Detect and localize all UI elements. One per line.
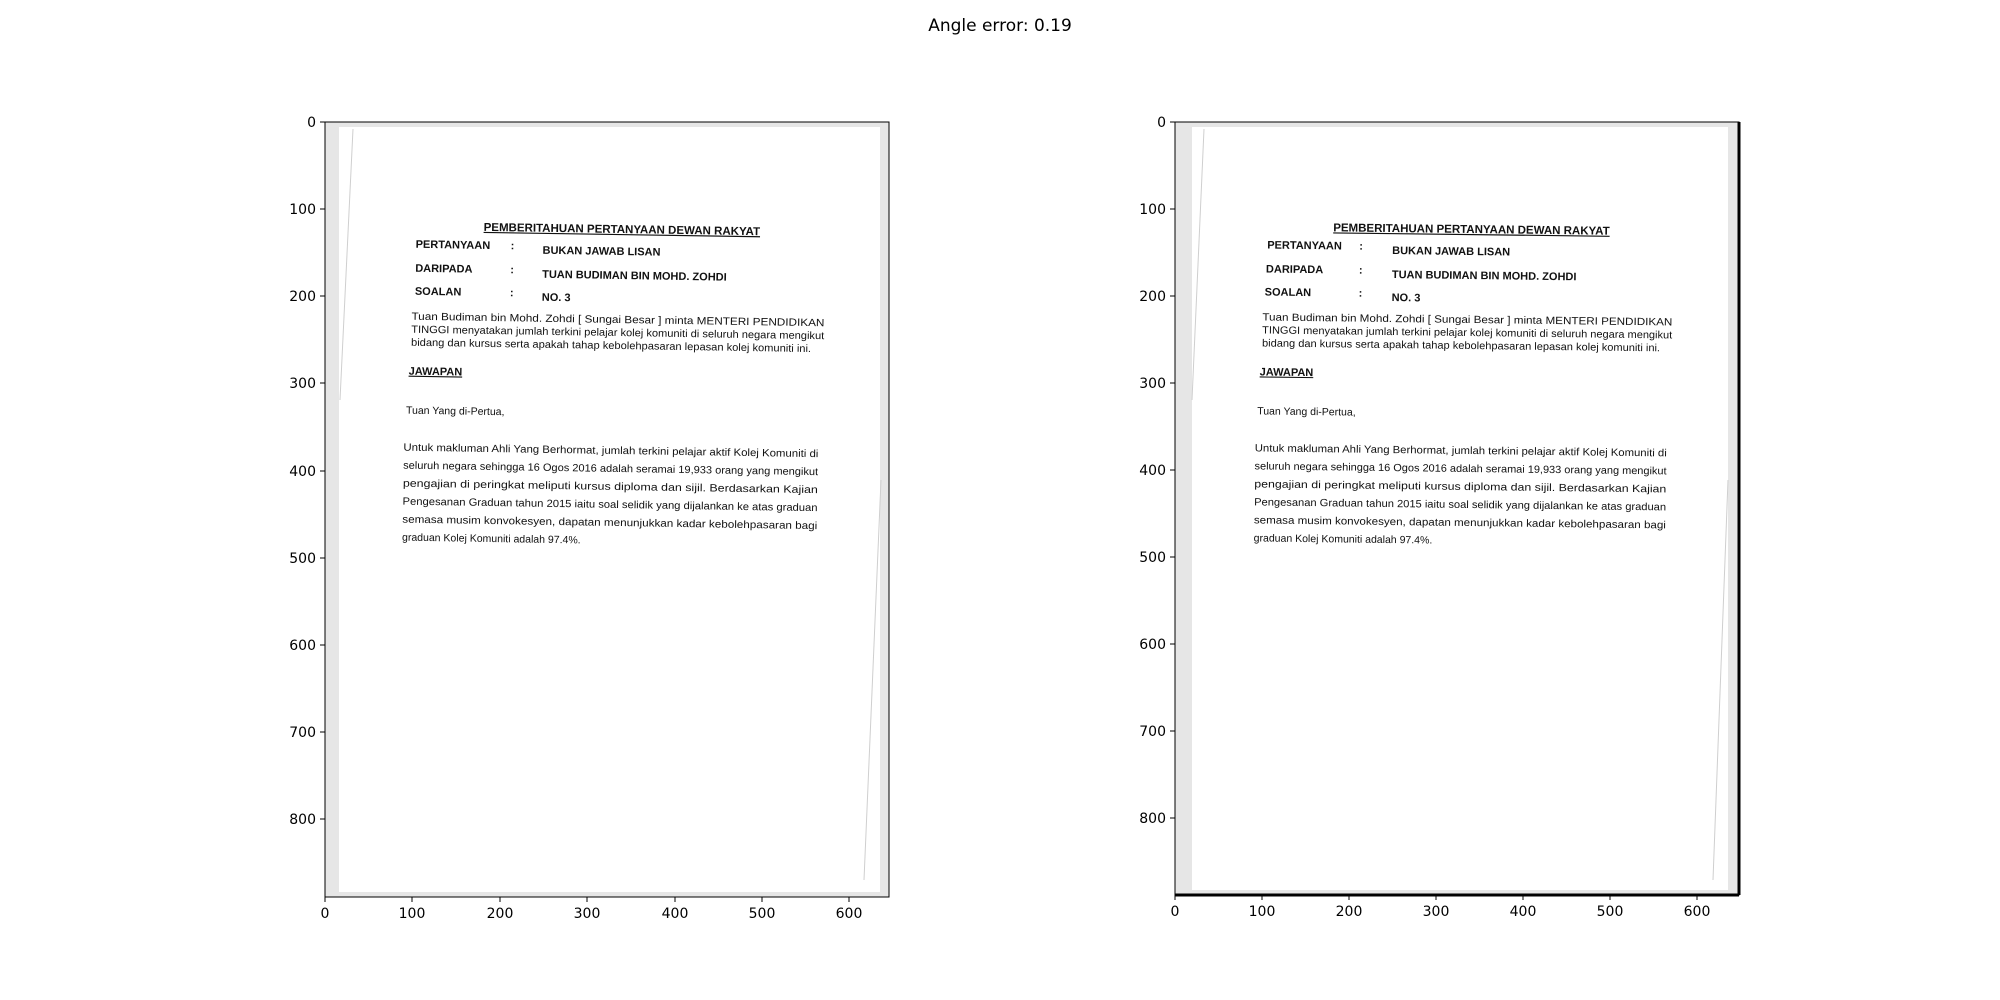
y-tick-label: 600 [1139,637,1166,653]
y-tick-label: 400 [289,464,316,480]
y-tick-label: 600 [289,638,316,654]
answer-line: Pengesanan Graduan tahun 2015 iaitu soal selidik yang dijalankan ke atas graduan [1254,496,1643,514]
salutation: Tuan Yang di-Pertua, [405,404,505,419]
field-label: SOALAN [414,285,462,299]
x-tick-label: 400 [661,906,689,922]
x-tick-label: 500 [1596,904,1624,920]
x-tick-label: 0 [320,906,330,922]
y-tick-label: 800 [289,812,316,828]
figure-title: Angle error: 0.19 [928,16,1072,36]
y-axis-ticks [1139,115,1175,827]
field-separator: : [509,287,514,300]
answer-heading: JAWAPAN [408,365,463,379]
x-tick-label: 200 [1335,904,1363,920]
y-tick-label: 400 [1139,463,1166,479]
panel-right [1139,115,1739,920]
y-tick-label: 500 [1139,550,1166,566]
x-tick-label: 400 [1509,904,1537,920]
x-tick-label: 600 [1683,904,1711,920]
question-line: TINGGI menyatakan jumlah terkini pelajar kolej komuniti di seluruh negara mengikut [1262,324,1654,342]
answer-line: graduan Kolej Komuniti adalah 97.4%. [1253,532,1433,547]
x-tick-label: 300 [1422,904,1450,920]
y-tick-label: 100 [1139,202,1166,218]
question-line: Tuan Budiman bin Mohd. Zohdi [ Sungai Besar ] minta MENTERI PENDIDIKAN [1262,311,1633,328]
question-line: bidang dan kursus serta apakah tahap kebolehpasaran lepasan kolej komuniti ini. [410,336,790,355]
y-tick-label: 700 [1139,724,1166,740]
y-tick-label: 800 [1139,811,1166,827]
answer-line: seluruh negara sehingga 16 Ogos 2016 adalah seramai 19,933 orang yang mengikut [1254,460,1650,478]
panel-left [289,115,889,922]
answer-line: Untuk makluman Ahli Yang Berhormat, jumlah terkini pelajar aktif Kolej Komuniti di [1254,442,1638,460]
y-axis-ticks [289,115,325,828]
answer-line: seluruh negara sehingga 16 Ogos 2016 adalah seramai 19,933 orang yang mengikut [403,459,799,478]
x-axis-ticks [321,897,863,922]
answer-line: semasa musim konvokesyen, dapatan menunjukkan kadar kebolehpasaran bagi [1253,514,1628,531]
y-tick-label: 300 [289,376,316,392]
answer-heading: JAWAPAN [1259,366,1314,380]
doc-heading: PEMBERITAHUAN PERTANYAAN DEWAN RAKYAT [1333,222,1610,238]
answer-line: semasa musim konvokesyen, dapatan menunjukkan kadar kebolehpasaran bagi [402,513,776,532]
y-tick-label: 700 [289,725,316,741]
field-separator: : [1358,287,1363,300]
field-separator: : [1358,264,1363,277]
field-label: DARIPADA [1265,263,1324,277]
x-tick-label: 100 [398,906,426,922]
answer-line: Pengesanan Graduan tahun 2015 iaitu soal selidik yang dijalankan ke atas graduan [402,495,792,514]
field-value: BUKAN JAWAB LISAN [1392,245,1511,259]
field-separator: : [510,264,515,277]
x-tick-label: 100 [1248,904,1276,920]
x-tick-label: 200 [486,906,514,922]
y-tick-label: 200 [1139,289,1166,305]
field-label: SOALAN [1264,286,1312,300]
question-line: TINGGI menyatakan jumlah terkini pelajar kolej komuniti di seluruh negara mengikut [411,323,803,342]
x-axis-ticks [1171,895,1711,920]
y-tick-label: 100 [289,202,316,218]
question-line: Tuan Budiman bin Mohd. Zohdi [ Sungai Besar ] minta MENTERI PENDIDIKAN [411,310,782,329]
answer-line: Untuk makluman Ahli Yang Berhormat, jumlah terkini pelajar aktif Kolej Komuniti di [403,441,786,460]
x-tick-label: 300 [573,906,601,922]
y-tick-label: 0 [307,115,316,131]
field-value: NO. 3 [541,291,571,305]
field-separator: : [510,240,515,253]
x-tick-label: 600 [835,906,863,922]
answer-line: graduan Kolej Komuniti adalah 97.4%. [401,531,581,547]
field-label: DARIPADA [415,262,473,276]
x-tick-label: 500 [748,906,776,922]
field-value: TUAN BUDIMAN BIN MOHD. ZOHDI [1391,269,1577,284]
field-value: NO. 3 [1391,292,1421,305]
field-label: PERTANYAAN [415,238,491,252]
field-label: PERTANYAAN [1267,239,1342,253]
y-tick-label: 500 [289,551,316,567]
field-separator: : [1359,240,1363,253]
x-tick-label: 0 [1170,904,1180,920]
answer-line: pengajian di peringkat meliputi kursus diploma dan sijil. Berdasarkan Kajian [1254,478,1606,495]
y-tick-label: 0 [1157,115,1166,131]
question-line: bidang dan kursus serta apakah tahap kebolehpasaran lepasan kolej komuniti ini. [1261,337,1641,355]
y-tick-label: 200 [289,289,316,305]
field-value: TUAN BUDIMAN BIN MOHD. ZOHDI [542,268,727,284]
answer-line: pengajian di peringkat meliputi kursus diploma dan sijil. Berdasarkan Kajian [402,477,754,496]
salutation: Tuan Yang di-Pertua, [1257,405,1356,419]
field-value: BUKAN JAWAB LISAN [542,244,661,259]
y-tick-label: 300 [1139,376,1166,392]
doc-heading: PEMBERITAHUAN PERTANYAAN DEWAN RAKYAT [483,221,761,239]
